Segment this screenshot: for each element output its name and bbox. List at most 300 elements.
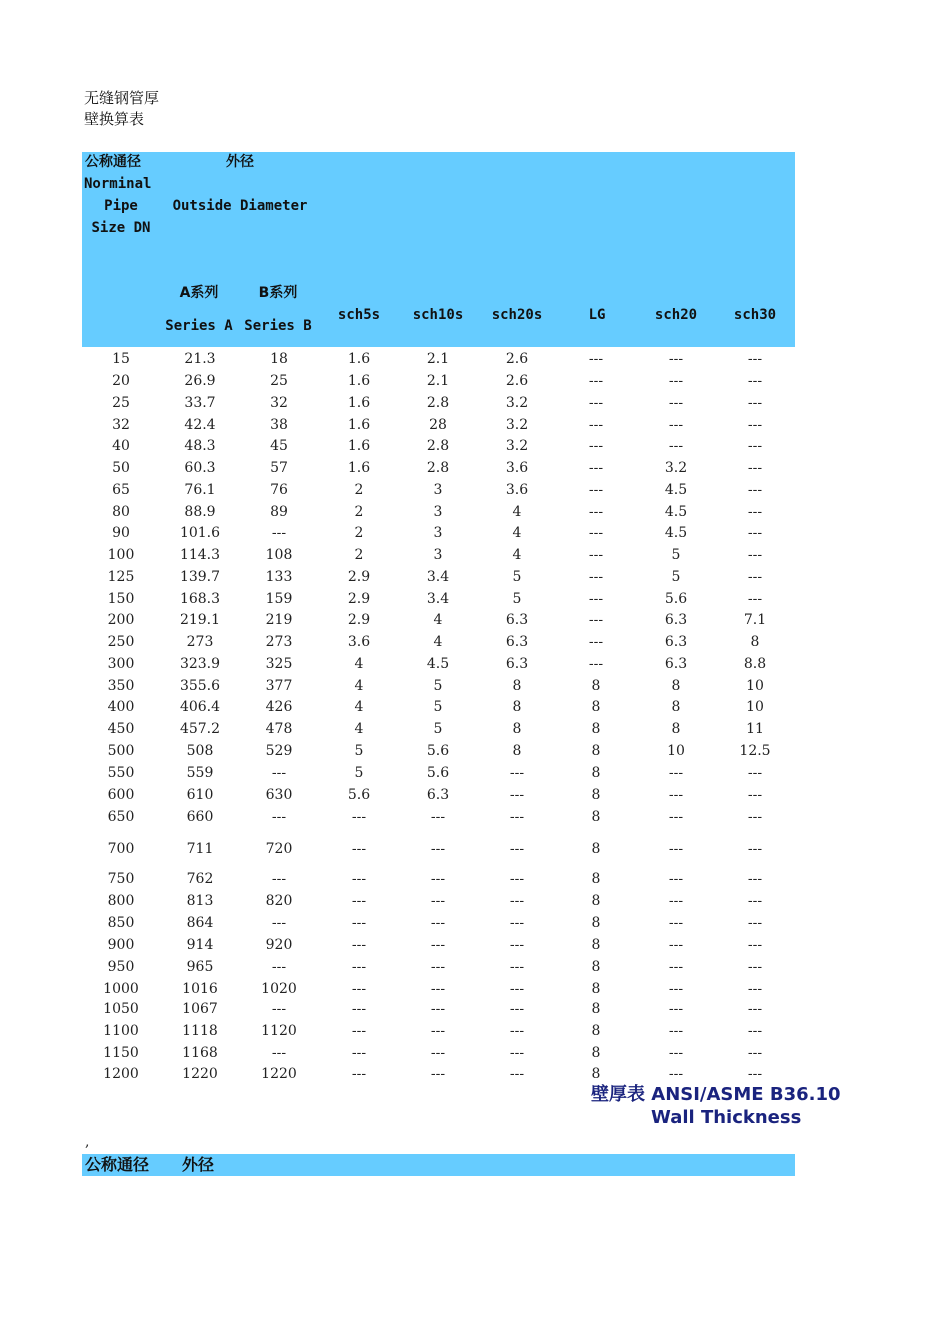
table-cell: --- <box>747 569 763 585</box>
table-cell: --- <box>430 1001 446 1017</box>
table-cell: 45 <box>270 438 288 454</box>
table-cell: 2 <box>354 482 364 498</box>
table-cell: --- <box>509 959 525 975</box>
table-cell: 508 <box>186 743 214 759</box>
table-cell: 1200 <box>103 1066 139 1082</box>
table-cell: --- <box>430 937 446 953</box>
table-cell: --- <box>509 915 525 931</box>
table-row <box>82 890 795 912</box>
table-row <box>82 435 795 457</box>
table-row <box>82 696 795 718</box>
table-cell: 1020 <box>261 981 297 997</box>
table-cell: 630 <box>265 787 293 803</box>
table-cell: 300 <box>107 656 135 672</box>
table-cell: 8 <box>671 699 681 715</box>
table-cell: --- <box>668 893 684 909</box>
table-cell: 28 <box>429 417 447 433</box>
table-cell: 8 <box>591 678 601 694</box>
table-row <box>82 588 795 610</box>
table-cell: 25 <box>270 373 288 389</box>
table-cell: --- <box>747 547 763 563</box>
table-cell: 8 <box>591 1023 601 1039</box>
table-cell: --- <box>747 1023 763 1039</box>
table-cell: --- <box>747 417 763 433</box>
table-cell: 4 <box>512 547 522 563</box>
table-cell: 8 <box>591 743 601 759</box>
table-cell: --- <box>351 981 367 997</box>
table-cell: 2.9 <box>347 612 371 628</box>
table-cell: --- <box>351 871 367 887</box>
table-cell: 8 <box>512 743 522 759</box>
sheet-title: 无缝钢管厚壁换算表 <box>84 89 160 128</box>
table-cell: 10 <box>746 699 764 715</box>
table-cell: 8 <box>591 765 601 781</box>
table-cell: --- <box>271 765 287 781</box>
table-row <box>82 998 795 1020</box>
table-cell: 965 <box>186 959 214 975</box>
table-cell: 11 <box>746 721 764 737</box>
table-cell: 8 <box>591 871 601 887</box>
table-cell: 60.3 <box>184 460 216 476</box>
table-cell: --- <box>430 871 446 887</box>
table-cell: 2.1 <box>426 373 450 389</box>
table-cell: --- <box>747 1045 763 1061</box>
table-cell: --- <box>747 893 763 909</box>
table-row <box>82 868 795 890</box>
table-cell: --- <box>668 351 684 367</box>
table-cell: 1016 <box>182 981 218 997</box>
table-row <box>82 609 795 631</box>
table-cell: --- <box>668 1023 684 1039</box>
header-series-b-en: Series B <box>244 318 312 334</box>
table-row <box>82 956 795 978</box>
table-cell: --- <box>588 482 604 498</box>
table-cell: --- <box>747 841 763 857</box>
table-cell: 3 <box>433 547 443 563</box>
table-cell: 820 <box>265 893 293 909</box>
table-cell: 914 <box>186 937 214 953</box>
table-cell: --- <box>668 959 684 975</box>
table-cell: 8 <box>671 678 681 694</box>
table-cell: 5.6 <box>426 743 450 759</box>
table-cell: 273 <box>265 634 293 650</box>
table-cell: 4 <box>433 634 443 650</box>
table-row <box>82 479 795 501</box>
table-cell: 3 <box>433 525 443 541</box>
table-cell: 8 <box>591 937 601 953</box>
table-cell: 42.4 <box>184 417 216 433</box>
table-cell: --- <box>509 787 525 803</box>
table-cell: --- <box>747 959 763 975</box>
table-cell: 4 <box>354 678 364 694</box>
table-cell: 8 <box>591 841 601 857</box>
header-od-cn: 外径 <box>226 154 254 170</box>
table-cell: 4 <box>512 525 522 541</box>
table-row <box>82 501 795 523</box>
table-cell: 10 <box>746 678 764 694</box>
table-cell: 15 <box>112 351 130 367</box>
table-cell: 650 <box>107 809 135 825</box>
table-cell: 219.1 <box>179 612 221 628</box>
table-cell: 1.6 <box>347 351 371 367</box>
table-cell: 5 <box>512 569 522 585</box>
header-series-a-cn: A系列 <box>179 285 219 301</box>
table-cell: 406.4 <box>179 699 221 715</box>
table-cell: 1168 <box>182 1045 218 1061</box>
table-cell: --- <box>271 1045 287 1061</box>
header-series-b-cn: B系列 <box>258 285 298 301</box>
table-row <box>82 838 795 860</box>
table-cell: --- <box>588 373 604 389</box>
table-cell: 3.6 <box>347 634 371 650</box>
table-cell: 900 <box>107 937 135 953</box>
table-cell: 711 <box>186 841 214 857</box>
table-cell: --- <box>351 1023 367 1039</box>
table-cell: 1000 <box>103 981 139 997</box>
table-cell: --- <box>747 373 763 389</box>
table-cell: 325 <box>265 656 293 672</box>
footer-title-line1: 壁厚表 ANSI/ASME B36.10 <box>591 1084 841 1105</box>
table-cell: --- <box>509 1023 525 1039</box>
table-cell: 4 <box>512 504 522 520</box>
table-cell: --- <box>351 959 367 975</box>
table-cell: 762 <box>186 871 214 887</box>
header-col-sch5s: sch5s <box>337 307 381 323</box>
table-cell: 2.6 <box>505 373 529 389</box>
table-cell: 5 <box>512 591 522 607</box>
table-cell: 4.5 <box>426 656 450 672</box>
table-cell: 864 <box>186 915 214 931</box>
table-cell: 1120 <box>261 1023 297 1039</box>
table-cell: --- <box>351 915 367 931</box>
table-cell: 2.9 <box>347 591 371 607</box>
table-cell: 3 <box>433 504 443 520</box>
table-cell: --- <box>351 809 367 825</box>
footer-title-line2: Wall Thickness <box>651 1107 802 1128</box>
table-cell: 139.7 <box>179 569 221 585</box>
table-cell: --- <box>747 915 763 931</box>
table-row <box>82 457 795 479</box>
table-cell: 48.3 <box>184 438 216 454</box>
table-cell: 2.8 <box>426 460 450 476</box>
table-cell: 5 <box>671 547 681 563</box>
table-cell: --- <box>430 959 446 975</box>
table-cell: --- <box>509 809 525 825</box>
table-cell: --- <box>747 1001 763 1017</box>
table-row <box>82 675 795 697</box>
table-row <box>82 912 795 934</box>
table-row <box>82 631 795 653</box>
table-cell: --- <box>668 981 684 997</box>
table-cell: --- <box>747 981 763 997</box>
table-cell: --- <box>351 1001 367 1017</box>
table-cell: 4 <box>354 699 364 715</box>
header-col-sch30: sch30 <box>733 307 777 323</box>
table-row <box>82 544 795 566</box>
table-cell: 12.5 <box>739 743 771 759</box>
table-cell: 4 <box>354 721 364 737</box>
table-cell: --- <box>430 915 446 931</box>
table-cell: 2.1 <box>426 351 450 367</box>
table-cell: --- <box>747 591 763 607</box>
table-cell: 950 <box>107 959 135 975</box>
table-cell: 8 <box>512 699 522 715</box>
table-cell: 1220 <box>182 1066 218 1082</box>
table-cell: --- <box>747 482 763 498</box>
table-cell: 50 <box>112 460 130 476</box>
table-row <box>82 740 795 762</box>
table-cell: --- <box>509 981 525 997</box>
table-cell: --- <box>747 525 763 541</box>
table-cell: 168.3 <box>179 591 221 607</box>
table-cell: 5.6 <box>426 765 450 781</box>
table-cell: --- <box>430 981 446 997</box>
table-cell: 8 <box>591 787 601 803</box>
table-cell: 8 <box>750 634 760 650</box>
table-cell: 150 <box>107 591 135 607</box>
table-cell: 1.6 <box>347 417 371 433</box>
table-cell: 8 <box>591 959 601 975</box>
table-row <box>82 1063 795 1085</box>
table-cell: 38 <box>270 417 288 433</box>
table-cell: --- <box>668 809 684 825</box>
table-row <box>82 653 795 675</box>
table-cell: --- <box>668 1045 684 1061</box>
table-cell: --- <box>588 395 604 411</box>
table-cell: 32 <box>112 417 130 433</box>
table-cell: --- <box>588 547 604 563</box>
table-cell: 813 <box>186 893 214 909</box>
table-cell: 114.3 <box>179 547 221 563</box>
table-cell: --- <box>430 1066 446 1082</box>
table-cell: 355.6 <box>179 678 221 694</box>
table-cell: --- <box>509 765 525 781</box>
table-cell: 457.2 <box>179 721 221 737</box>
table-cell: 125 <box>107 569 135 585</box>
table-cell: 2 <box>354 547 364 563</box>
table-cell: 920 <box>265 937 293 953</box>
table-cell: --- <box>351 1045 367 1061</box>
table-cell: 1118 <box>182 1023 218 1039</box>
table-cell: --- <box>509 1045 525 1061</box>
table-cell: 4.5 <box>664 525 688 541</box>
table-cell: 10 <box>667 743 685 759</box>
table-row <box>82 762 795 784</box>
table-row <box>82 414 795 436</box>
table-cell: 4 <box>433 612 443 628</box>
table-cell: --- <box>509 893 525 909</box>
table-cell: 3.6 <box>505 482 529 498</box>
table-cell: --- <box>668 871 684 887</box>
table-cell: 800 <box>107 893 135 909</box>
table-cell: 7.1 <box>743 612 767 628</box>
table-cell: 5.6 <box>664 591 688 607</box>
table-cell: 6.3 <box>664 656 688 672</box>
table-cell: --- <box>351 937 367 953</box>
table-cell: 1.6 <box>347 438 371 454</box>
table-cell: 1150 <box>103 1045 139 1061</box>
table-cell: 3.2 <box>664 460 688 476</box>
table-cell: --- <box>747 395 763 411</box>
table-cell: 8 <box>591 981 601 997</box>
table-cell: 18 <box>270 351 288 367</box>
table-cell: 4 <box>354 656 364 672</box>
table-cell: 2 <box>354 525 364 541</box>
table-cell: --- <box>747 809 763 825</box>
table-cell: 1067 <box>182 1001 218 1017</box>
header-od-en: Outside Diameter <box>172 198 308 214</box>
table-cell: 4.5 <box>664 482 688 498</box>
table-cell: 660 <box>186 809 214 825</box>
table-row <box>82 1042 795 1064</box>
table-row <box>82 392 795 414</box>
header-col-sch20: sch20 <box>654 307 698 323</box>
table-cell: --- <box>351 893 367 909</box>
table-cell: 108 <box>265 547 293 563</box>
table-cell: 2.9 <box>347 569 371 585</box>
table-cell: --- <box>747 787 763 803</box>
table-row <box>82 348 795 370</box>
table-row <box>82 806 795 828</box>
table-cell: --- <box>588 351 604 367</box>
table-cell: 100 <box>107 547 135 563</box>
table-cell: --- <box>747 1066 763 1082</box>
table-cell: 1.6 <box>347 460 371 476</box>
header-col-sch10s: sch10s <box>412 307 464 323</box>
table-cell: --- <box>509 871 525 887</box>
table-cell: 450 <box>107 721 135 737</box>
table-cell: --- <box>588 504 604 520</box>
table-cell: 426 <box>265 699 293 715</box>
table-cell: --- <box>271 959 287 975</box>
table-cell: 500 <box>107 743 135 759</box>
table-cell: 3.2 <box>505 438 529 454</box>
table-cell: 1220 <box>261 1066 297 1082</box>
table-row <box>82 978 795 1000</box>
table-cell: --- <box>747 438 763 454</box>
table-cell: --- <box>588 634 604 650</box>
table-row <box>82 784 795 806</box>
table-cell: --- <box>271 525 287 541</box>
table-cell: --- <box>430 893 446 909</box>
table-cell: 750 <box>107 871 135 887</box>
table-cell: --- <box>747 765 763 781</box>
table-cell: 5 <box>433 678 443 694</box>
table-cell: --- <box>430 841 446 857</box>
table-cell: --- <box>588 656 604 672</box>
table-cell: 8 <box>591 893 601 909</box>
table-cell: --- <box>588 460 604 476</box>
table-cell: --- <box>509 1066 525 1082</box>
second-header-nominal-cn: 公称通径 <box>85 1155 150 1174</box>
table-cell: 20 <box>112 373 130 389</box>
table-cell: 159 <box>265 591 293 607</box>
table-cell: 1050 <box>103 1001 139 1017</box>
table-cell: 26.9 <box>184 373 216 389</box>
table-cell: 25 <box>112 395 130 411</box>
table-cell: 40 <box>112 438 130 454</box>
table-cell: 219 <box>265 612 293 628</box>
table-cell: 57 <box>270 460 288 476</box>
table-cell: 89 <box>270 504 288 520</box>
table-cell: 32 <box>270 395 288 411</box>
table-cell: --- <box>271 871 287 887</box>
table-row <box>82 566 795 588</box>
table-cell: 850 <box>107 915 135 931</box>
table-cell: --- <box>668 373 684 389</box>
table-cell: --- <box>668 841 684 857</box>
table-cell: --- <box>588 612 604 628</box>
table-cell: 6.3 <box>664 634 688 650</box>
table-cell: 6.3 <box>505 656 529 672</box>
table-cell: --- <box>430 809 446 825</box>
table-cell: 478 <box>265 721 293 737</box>
header-series-a-en: Series A <box>165 318 233 334</box>
table-cell: 6.3 <box>505 612 529 628</box>
table-cell: --- <box>668 1066 684 1082</box>
table-cell: --- <box>747 937 763 953</box>
table-cell: 8 <box>591 915 601 931</box>
table-cell: 8 <box>671 721 681 737</box>
table-cell: 8 <box>591 699 601 715</box>
table-cell: 90 <box>112 525 130 541</box>
table-cell: 5 <box>433 721 443 737</box>
table-row <box>82 1020 795 1042</box>
second-header-od-cn: 外径 <box>182 1155 215 1174</box>
table-cell: --- <box>351 1066 367 1082</box>
table-cell: --- <box>747 504 763 520</box>
table-cell: 350 <box>107 678 135 694</box>
table-row <box>82 718 795 740</box>
table-cell: 8 <box>591 721 601 737</box>
table-cell: --- <box>668 787 684 803</box>
table-cell: 200 <box>107 612 135 628</box>
table-cell: 4.5 <box>664 504 688 520</box>
header-col-lg: LG <box>588 307 606 323</box>
header-nominal-cn: 公称通径 <box>85 154 141 170</box>
table-cell: --- <box>747 871 763 887</box>
table-row <box>82 370 795 392</box>
stray-comma: , <box>85 1134 90 1150</box>
table-cell: 700 <box>107 841 135 857</box>
table-cell: 1.6 <box>347 373 371 389</box>
table-cell: 8 <box>512 678 522 694</box>
table-cell: --- <box>668 937 684 953</box>
table-cell: --- <box>588 591 604 607</box>
table-cell: 101.6 <box>179 525 221 541</box>
table-cell: 8 <box>591 1066 601 1082</box>
table-cell: 133 <box>265 569 293 585</box>
table-cell: 5.6 <box>347 787 371 803</box>
table-cell: --- <box>271 915 287 931</box>
table-cell: 8 <box>591 809 601 825</box>
table-cell: 8 <box>591 1045 601 1061</box>
table-cell: 6.3 <box>664 612 688 628</box>
table-cell: 5 <box>354 765 364 781</box>
table-cell: 1.6 <box>347 395 371 411</box>
table-cell: --- <box>668 417 684 433</box>
table-cell: 3.2 <box>505 417 529 433</box>
table-cell: --- <box>351 841 367 857</box>
table-header <box>82 152 795 347</box>
table-cell: 3.2 <box>505 395 529 411</box>
table-cell: 600 <box>107 787 135 803</box>
table-cell: 5 <box>671 569 681 585</box>
table-cell: 610 <box>186 787 214 803</box>
table-cell: 2 <box>354 504 364 520</box>
header-col-sch20s: sch20s <box>491 307 543 323</box>
table-cell: 3.6 <box>505 460 529 476</box>
